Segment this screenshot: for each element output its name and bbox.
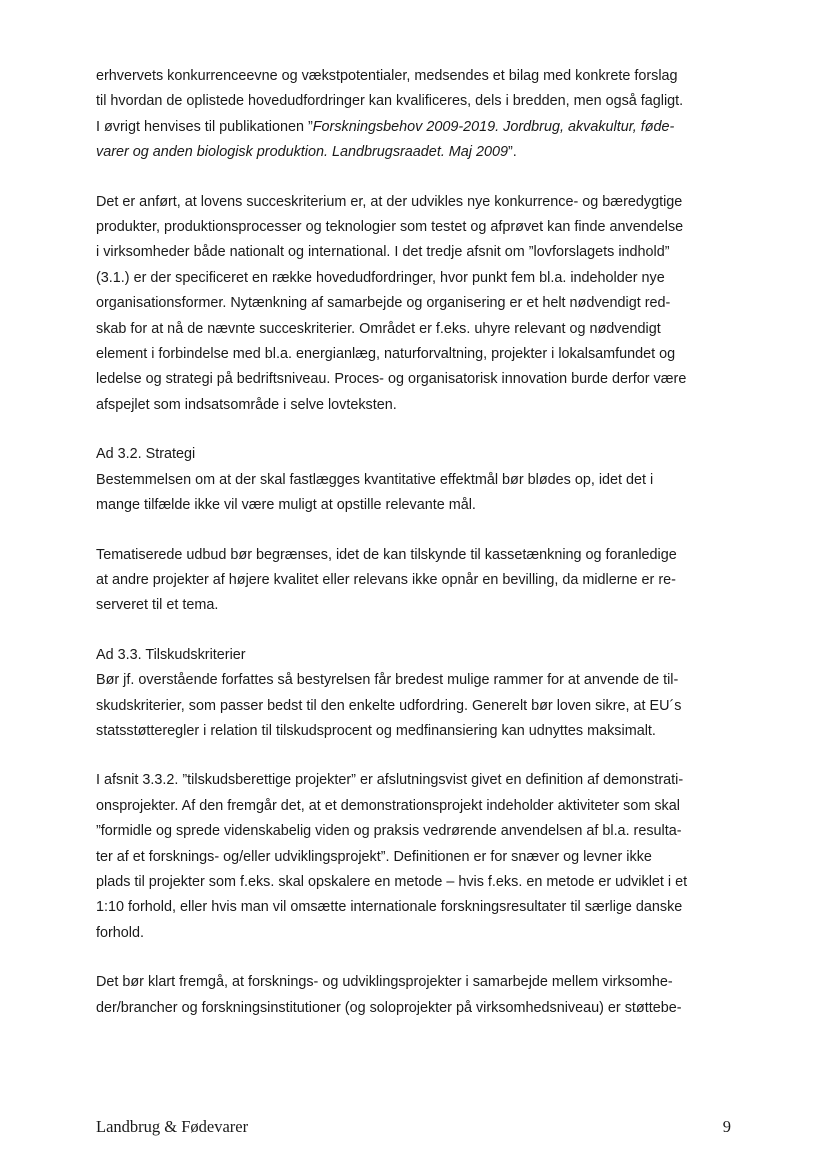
text-line: til hvordan de oplistede hovedudfordringer kan kvalificeres, dels i bredden, men også fagligt. (96, 93, 684, 110)
text-line: mange tilfælde ikke vil være muligt at opstille relevante mål. (96, 497, 476, 514)
text-line: ledelse og strategi på bedriftsniveau. Proces- og organisatorisk innovation burde derfor være (96, 371, 687, 388)
text-line: (3.1.) er der specificeret en række hovedudfordringer, hvor punkt fem bl.a. indeholder nye (96, 269, 665, 286)
page-number: 9 (722, 1117, 731, 1136)
section-heading: Ad 3.3. Tilskudskriterier (96, 646, 246, 663)
text-line: at andre projekter af højere kvalitet eller relevans ikke opnår en bevilling, da midlerne er re- (96, 571, 676, 588)
text-run: ”. (508, 144, 517, 161)
text-line: erhvervets konkurrenceevne og vækstpotentialer, medsendes et bilag med konkrete forslag (96, 68, 678, 84)
text-line: Bestemmelsen om at der skal fastlægges kvantitative effektmål bør blødes op, idet det i (96, 471, 654, 488)
paragraph-eligible-projects (96, 970, 746, 1021)
section-heading: Ad 3.2. Strategi (96, 446, 196, 463)
text-line: Det er anført, at lovens succeskriterium er, at der udvikles nye konkurrence- og bæredygtige (96, 193, 683, 210)
paragraph-publication-reference (96, 64, 746, 166)
text-run: I øvrigt henvises til publikationen ” (96, 118, 313, 135)
paragraph-thematic-tenders (96, 543, 746, 619)
paragraph-success-criteria (96, 190, 746, 419)
text-line: statsstøtteregler i relation til tilskudsprocent og medfinansiering kan udnyttes maksimalt. (96, 722, 656, 739)
text-line: skudskriterier, som passer bedst til den enkelte udfordring. Generelt bør loven sikre, at EU´s (96, 697, 682, 714)
text-line: serveret til et tema. (96, 597, 219, 614)
text-line: afspejlet som indsatsområde i selve lovteksten. (96, 396, 397, 413)
text-line (96, 115, 746, 140)
text-line: Tematiserede udbud bør begrænses, idet de kan tilskynde til kassetænkning og foranledige (96, 546, 677, 563)
text-line: ter af et forsknings- og/eller udviklingsprojekt”. Definitionen er for snæver og levner ikke (96, 848, 652, 865)
text-line: i virksomheder både nationalt og international. I det tredje afsnit om ”lovforslagets indhold” (96, 244, 670, 261)
text-line: I afsnit 3.3.2. ”tilskudsberettige projekter” er afslutningsvist givet en definition af demonstrati- (96, 772, 684, 789)
text-line (96, 140, 746, 165)
page-body (96, 64, 746, 1021)
publication-title-cont: varer og anden biologisk produktion. Landbrugsraadet. Maj 2009 (96, 144, 509, 161)
text-line: der/brancher og forskningsinstitutioner (og soloprojekter på virksomhedsniveau) er støttebe- (96, 999, 682, 1016)
text-line: forhold. (96, 924, 144, 941)
text-line: plads til projekter som f.eks. skal opskalere en metode – hvis f.eks. en metode er udviklet i et (96, 873, 688, 890)
footer-organization: Landbrug & Fødevarer (96, 1117, 249, 1136)
text-line: ”formidle og sprede videnskabelig viden og praksis vedrørende anvendelsen af bl.a. resulta- (96, 823, 682, 840)
text-line: 1:10 forhold, eller hvis man vil omsætte internationale forskningsresultater til særlige danske (96, 899, 683, 916)
section-3-3-grant-criteria (96, 643, 746, 745)
text-line: onsprojekter. Af den fremgår det, at et demonstrationsprojekt indeholder aktiviteter som skal (96, 797, 680, 814)
page-footer (96, 1117, 731, 1143)
text-line: organisationsformer. Nytænkning af samarbejde og organisering er et helt nødvendigt red- (96, 295, 671, 312)
text-line: element i forbindelse med bl.a. energianlæg, naturforvaltning, projekter i lokalsamfundet og (96, 346, 676, 363)
publication-title: Forskningsbehov 2009-2019. Jordbrug, akvakultur, føde- (312, 118, 675, 135)
text-line: produkter, produktionsprocesser og teknologier som testet og afprøvet kan finde anvendelse (96, 219, 684, 236)
text-line: Det bør klart fremgå, at forsknings- og udviklingsprojekter i samarbejde mellem virksomhe- (96, 974, 673, 991)
text-line: Bør jf. overstående forfattes så bestyrelsen får bredest mulige rammer for at anvende de til- (96, 672, 679, 689)
text-line: skab for at nå de nævnte succeskriterier. Området er f.eks. uhyre relevant og nødvendigt (96, 320, 661, 337)
section-3-2-strategy (96, 442, 746, 518)
paragraph-demonstration-projects (96, 768, 746, 946)
